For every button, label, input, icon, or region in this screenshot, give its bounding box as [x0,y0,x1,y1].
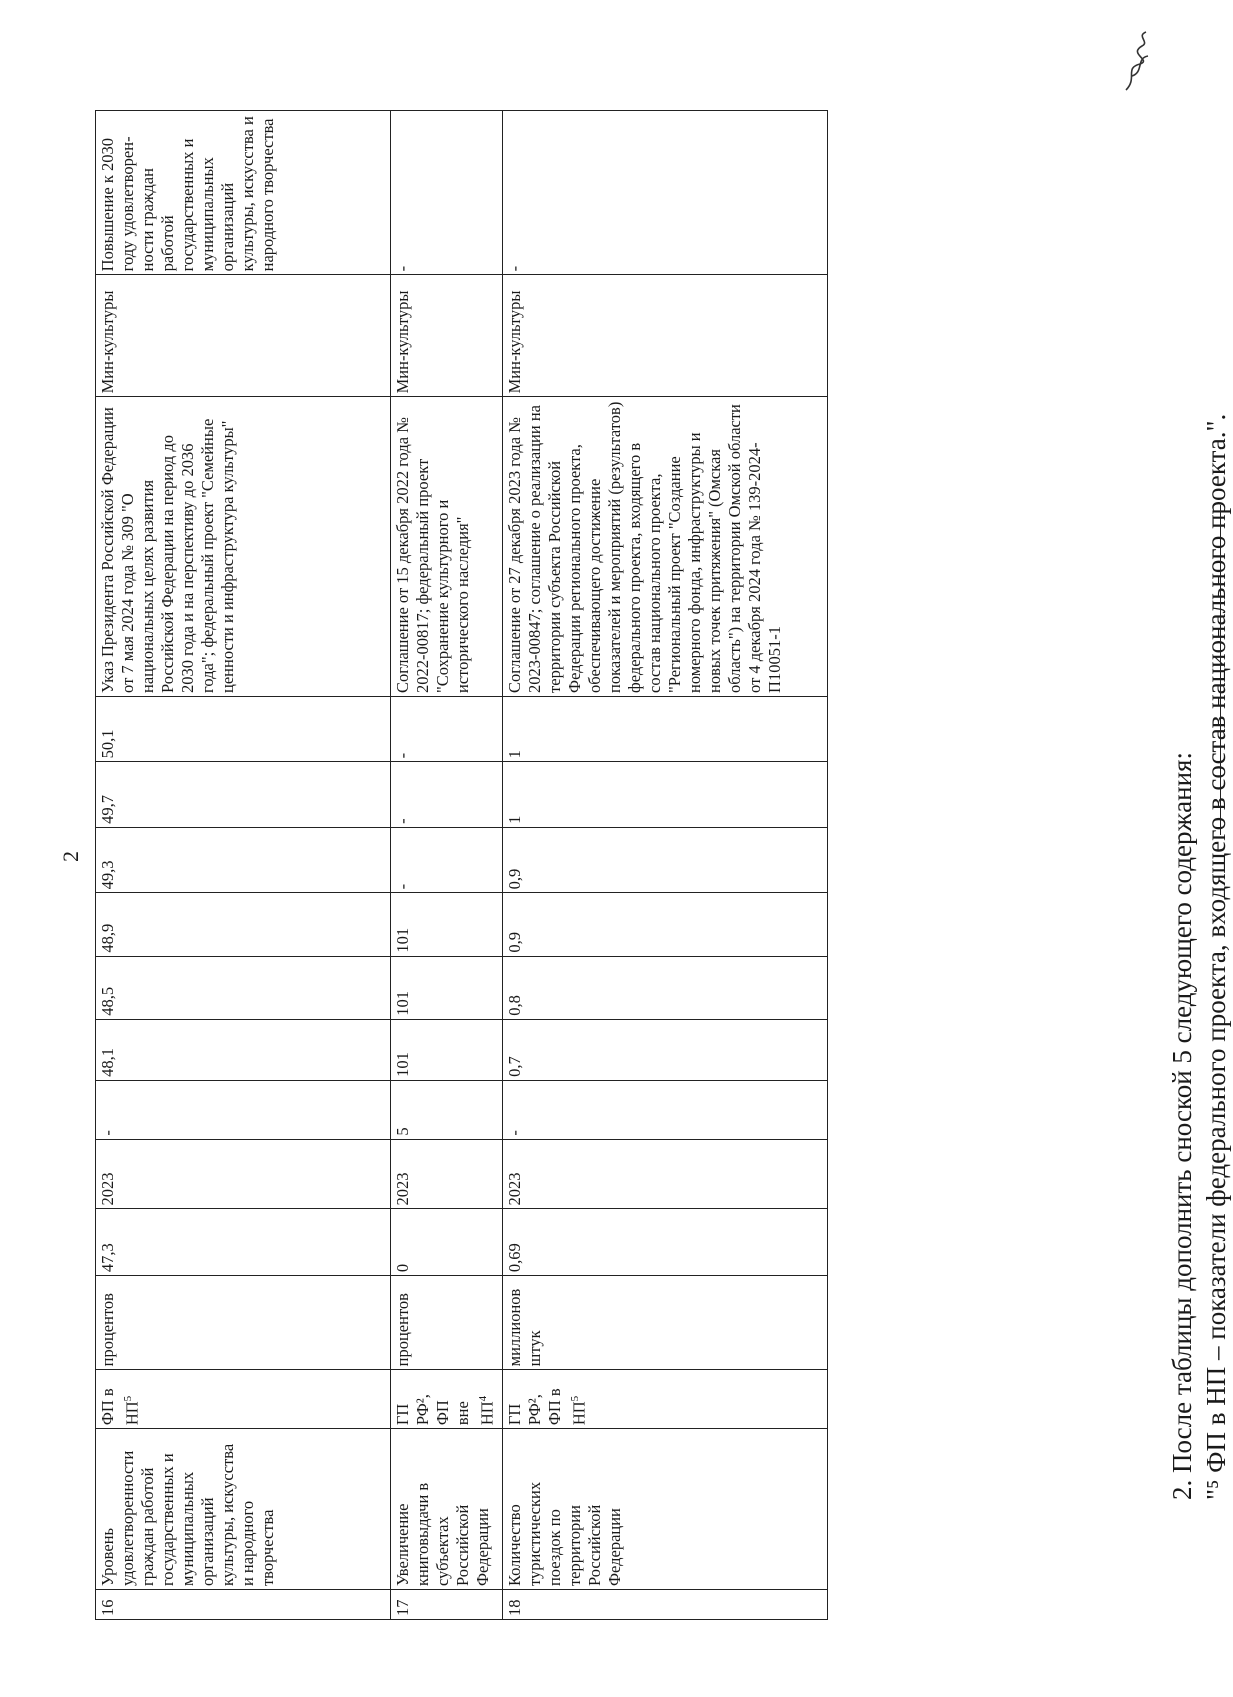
footnote-divider [1220,505,1221,835]
footnote-text: "⁵ ФП в НП – показатели федерального проекта, входящего в состав национального проекта.". [1201,413,1231,1500]
value-2026: 0,8 [503,956,828,1019]
footnote-intro: 2. После таблицы дополнить сноской 5 следующего содержания: [1167,752,1197,1500]
value-2027: 0,9 [503,893,828,956]
value-2028: - [391,827,503,892]
value-2030: - [391,696,503,761]
value-2030: 1 [503,696,828,761]
indicator-name: Количество туристических поездок по территории Российской Федерации [503,1429,828,1590]
indicator-name: Увеличение книговыдачи в субъектах Российской Федерации [391,1429,503,1590]
indicator-type: ГП РФ², ФП вне $НП^4$ [391,1370,503,1429]
document-cell: Соглашение от 15 декабря 2022 года № 2022-00817; федеральный проект "Сохранение культурного и исторического наследия" [391,397,503,697]
base-value: 0,69 [503,1209,828,1276]
base-year: 2023 [391,1139,503,1209]
table-row [503,111,828,1620]
goal-link-cell: Повышение к 2030 году удовлетворен-ности граждан работой государственных и муниципальных организаций культуры, искусства и народного творчества [96,111,391,275]
value-2026: 101 [391,956,503,1019]
indicators-table [95,110,828,1620]
indicator-type: ФП в $НП^5$ [96,1370,391,1429]
base-value: 47,3 [96,1209,391,1276]
value-2029: 1 [503,762,828,827]
value-2025: 0,7 [503,1019,828,1080]
value-2026: 48,5 [96,956,391,1019]
responsible-cell: Мин-культуры [503,275,828,397]
value-2024: - [503,1080,828,1139]
value-2030: 50,1 [96,696,391,761]
value-2028: 0,9 [503,827,828,892]
indicator-name: Уровень удовлетворенности граждан работой государственных и муниципальных организаций культуры, искусства и народного творчества [96,1429,391,1590]
footnote-block [1165,110,1233,1500]
base-year: 2023 [96,1139,391,1209]
responsible-cell: Мин-культуры [96,275,391,397]
row-number: 17 [391,1590,503,1620]
value-2027: 101 [391,893,503,956]
document-cell: Соглашение от 27 декабря 2023 года № 2023-00847; соглашение о реализации на территории субъекта Российской Федерации регионального проекта, обеспечивающего достижение показателей и мероприятий (результатов) федерального проекта, входящего в состав национального проекта, "Региональный проект "Создание номерного фонда, инфраструктуры и новых точек притяжения" (Омская область") на территории Омской области от 4 декабря 2024 года № 139-2024-П10051-1 [503,397,828,697]
unit-cell: миллионов штук [503,1276,828,1370]
goal-link-cell: - [503,111,828,275]
row-number: 18 [503,1590,828,1620]
value-2029: - [391,762,503,827]
unit-cell: процентов [391,1276,503,1370]
handwritten-signature [1118,28,1158,98]
table-row [96,111,391,1620]
value-2024: 5 [391,1080,503,1139]
value-2025: 101 [391,1019,503,1080]
base-value: 0 [391,1209,503,1276]
value-2024: - [96,1080,391,1139]
goal-link-cell: - [391,111,503,275]
indicator-type: ГП РФ², ФП в $НП^5$ [503,1370,828,1429]
value-2029: 49,7 [96,762,391,827]
page-number: 2 [58,851,83,862]
unit-cell: процентов [96,1276,391,1370]
value-2027: 48,9 [96,893,391,956]
document-cell: Указ Президента Российской Федерации от 7 мая 2024 года № 309 "О национальных целях развития Российской Федерации на период до 2030 года и на перспективу до 2036 года"; федеральный проект "Семейные ценности и инфраструктура культуры" [96,397,391,697]
value-2025: 48,1 [96,1019,391,1080]
table-row [391,111,503,1620]
rotated-landscape-content [95,110,1231,1620]
value-2028: 49,3 [96,827,391,892]
row-number: 16 [96,1590,391,1620]
responsible-cell: Мин-культуры [391,275,503,397]
base-year: 2023 [503,1139,828,1209]
